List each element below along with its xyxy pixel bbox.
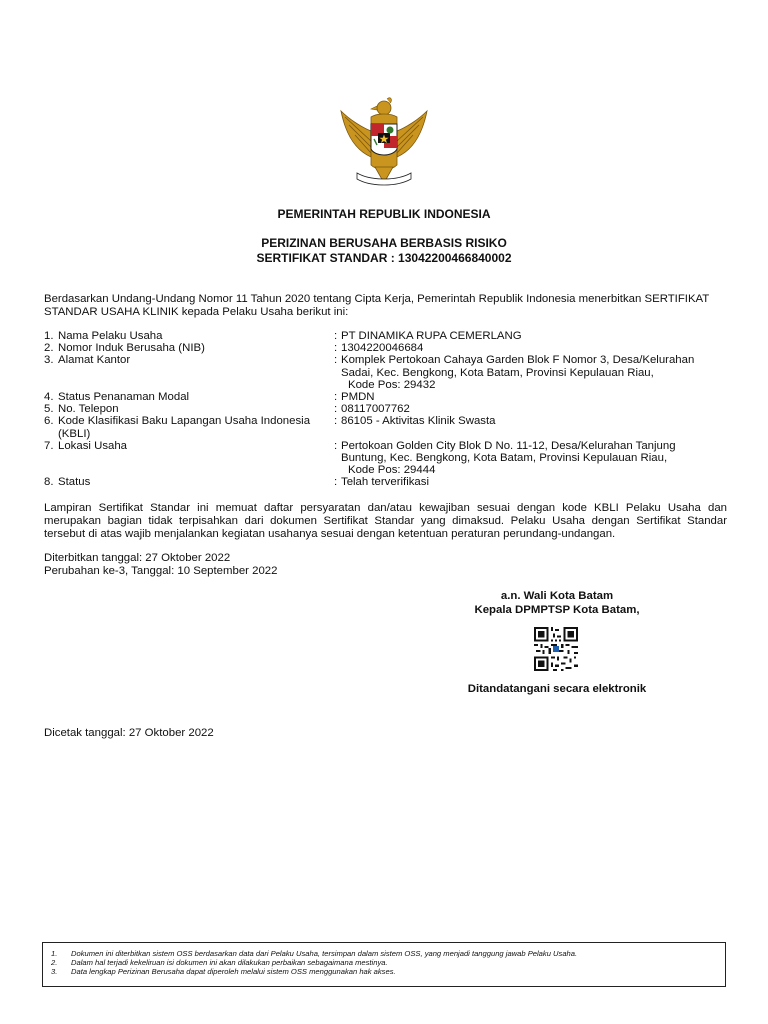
revision-date: Perubahan ke-3, Tanggal: 10 September 2022 — [44, 565, 278, 577]
field-number: 3. — [44, 354, 54, 367]
field-number: 6. — [44, 415, 54, 428]
field-label: Kode Klasifikasi Baku Lapangan Usaha Indonesia — [58, 415, 311, 428]
field-value: Kode Pos: 29444 — [348, 464, 436, 477]
paragraph-line: merupakan bagian tidak terpisahkan dari dokumen Sertifikat Standar yang dimaksud. Pelaku Usaha dengan Sertifikat Standar — [44, 515, 727, 527]
field-number: 1. — [44, 330, 54, 342]
field-number: 8. — [44, 476, 54, 489]
field-investment-status — [44, 391, 727, 403]
intro-line: Berdasarkan Undang-Undang Nomor 11 Tahun 2020 tentang Cipta Kerja, Pemerintah Republik Indonesia menerbitkan SERTIFIKAT — [44, 293, 710, 305]
field-label: Nomor Induk Berusaha (NIB) — [58, 342, 205, 355]
field-number: 4. — [44, 391, 54, 404]
signatory-office: Kepala DPMPTSP Kota Batam, — [474, 604, 640, 616]
field-phone — [44, 403, 727, 415]
field-label: No. Telepon — [58, 403, 119, 416]
paragraph-line: tersebut di atas wajib menjalankan kegiatan usahanya sesuai dengan ketentuan peraturan perundang-undangan. — [44, 528, 616, 540]
business-details — [44, 330, 727, 489]
field-value: 08117007762 — [341, 403, 410, 416]
qr-code-icon — [534, 627, 578, 671]
field-value: Telah terverifikasi — [341, 476, 429, 489]
field-label: Lokasi Usaha — [58, 439, 128, 452]
field-business-name — [44, 330, 727, 342]
field-colon: : — [334, 354, 338, 367]
document-title: PERIZINAN BERUSAHA BERBASIS RISIKO — [261, 236, 507, 250]
field-colon: : — [334, 403, 338, 416]
field-status — [44, 476, 727, 488]
field-colon: : — [334, 439, 338, 452]
footnote-number: 3. — [51, 967, 58, 977]
field-colon: : — [334, 476, 338, 489]
field-value: PMDN — [341, 391, 375, 404]
issue-date: Diterbitkan tanggal: 27 Oktober 2022 — [44, 552, 231, 564]
field-label: (KBLI) — [58, 427, 91, 440]
electronic-signature-note: Ditandatangani secara elektronik — [467, 683, 647, 695]
field-value: PT DINAMIKA RUPA CEMERLANG — [341, 330, 522, 342]
garuda-pancasila-emblem-icon — [331, 91, 437, 191]
field-business-location — [44, 440, 727, 477]
footnote-text: Dokumen ini diterbitkan sistem OSS berdasarkan data dari Pelaku Usaha, tersimpan dalam sistem OSS, yang menjadi tanggung jawab Pelaku Usaha. — [71, 949, 578, 958]
field-colon: : — [334, 342, 338, 355]
field-label: Alamat Kantor — [58, 354, 131, 367]
field-number: 5. — [44, 403, 54, 416]
field-value: 86105 - Aktivitas Klinik Swasta — [341, 415, 496, 428]
field-colon: : — [334, 330, 338, 342]
field-value: 1304220046684 — [341, 342, 424, 355]
intro-line: STANDAR USAHA KLINIK kepada Pelaku Usaha berikut ini: — [44, 306, 349, 318]
intro-paragraph — [44, 293, 727, 319]
field-nib — [44, 342, 727, 354]
field-colon: : — [334, 391, 338, 404]
field-value: Komplek Pertokoan Cahaya Garden Blok F Nomor 3, Desa/Kelurahan — [341, 354, 695, 367]
field-label: Status — [58, 476, 91, 489]
footnote-text: Data lengkap Perizinan Berusaha dapat diperoleh melalui sistem OSS menggunakan hak akses. — [71, 967, 396, 977]
field-number: 7. — [44, 439, 54, 452]
print-date: Dicetak tanggal: 27 Oktober 2022 — [44, 727, 214, 739]
field-value: Buntung, Kec. Bengkong, Kota Batam, Provinsi Kepulauan Riau, — [341, 452, 668, 465]
government-name: PEMERINTAH REPUBLIK INDONESIA — [277, 207, 491, 221]
field-kbli — [44, 415, 727, 439]
footnote-number: 1. — [51, 949, 58, 958]
field-label: Nama Pelaku Usaha — [58, 330, 163, 342]
field-value: Sadai, Kec. Bengkong, Kota Batam, Provinsi Kepulauan Riau, — [341, 366, 654, 379]
field-office-address — [44, 354, 727, 391]
footnote-number: 2. — [51, 958, 58, 968]
field-value: Pertokoan Golden City Blok D No. 11-12, Desa/Kelurahan Tanjung — [341, 439, 676, 452]
certificate-number: SERTIFIKAT STANDAR : 13042200466840002 — [256, 251, 512, 265]
footnote — [51, 967, 717, 976]
paragraph-line: Lampiran Sertifikat Standar ini memuat daftar persyaratan dan/atau kewajiban sesuai dengan kode KBLI Pelaku Usaha dan — [44, 502, 727, 514]
field-label: Status Penanaman Modal — [58, 391, 190, 404]
footnotes-box — [42, 942, 726, 987]
field-value: Kode Pos: 29432 — [348, 378, 436, 391]
field-colon: : — [334, 415, 338, 428]
footnote — [51, 958, 717, 967]
field-number: 2. — [44, 342, 54, 355]
footnote-text: Dalam hal terjadi kekeliruan isi dokumen ini akan dilakukan perbaikan sebagaimana mestinya. — [71, 958, 388, 968]
attachment-paragraph — [44, 502, 727, 541]
issue-info — [44, 552, 277, 578]
signatory-on-behalf: a.n. Wali Kota Batam — [500, 590, 614, 602]
footnote — [51, 949, 717, 958]
